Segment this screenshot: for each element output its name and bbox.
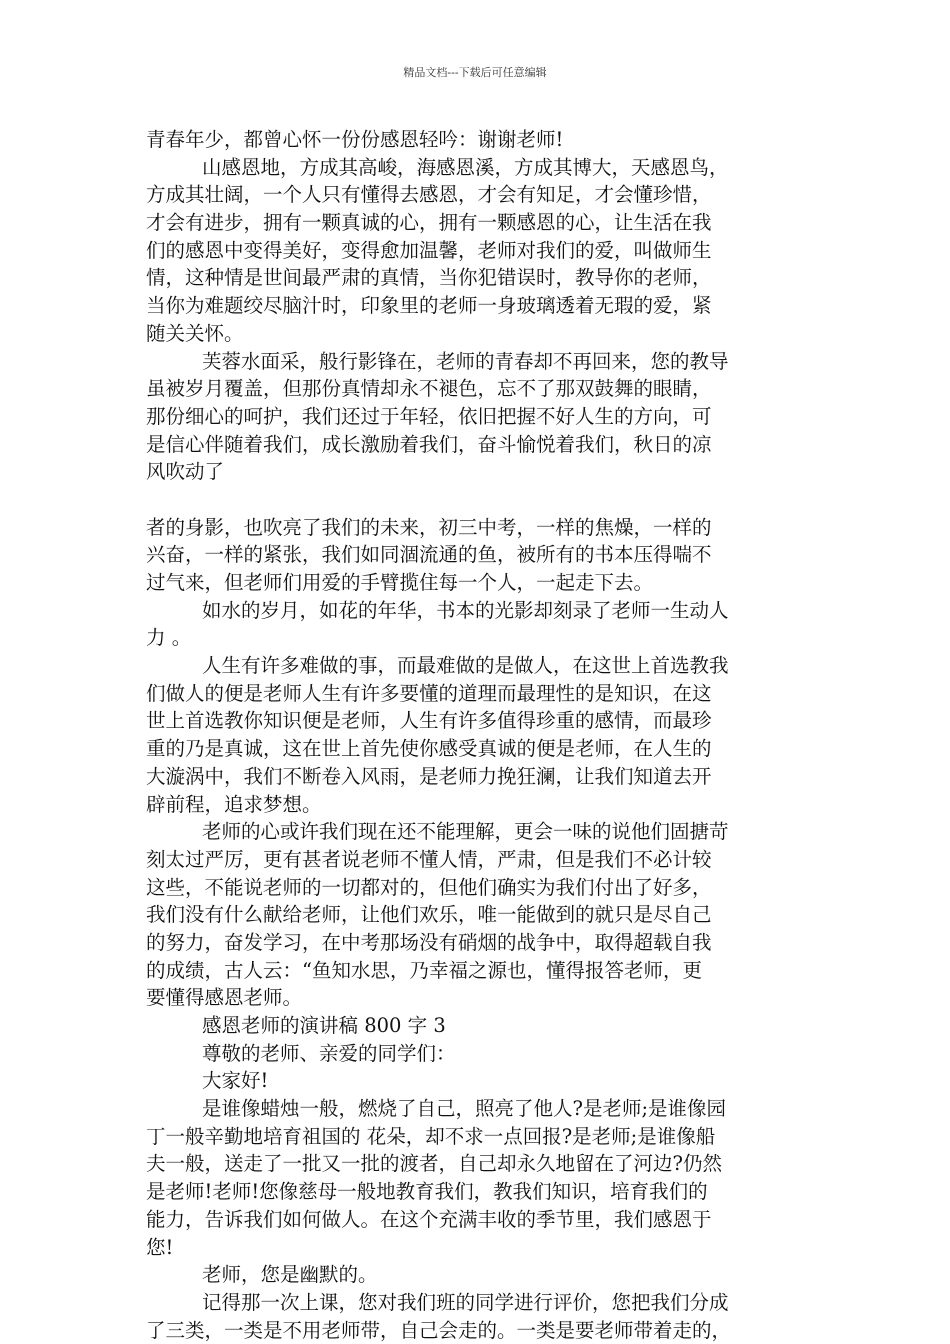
text-line: 是谁像蜡烛一般，燃烧了自己，照亮了他人?是老师;是谁像园 <box>202 1097 727 1121</box>
text-line: 们做人的便是老师人生有许多要懂的道理而最理性的是知识，在这 <box>146 681 712 705</box>
text-line: 虽被岁月覆盖，但那份真情却永不褪色，忘不了那双鼓舞的眼睛， <box>146 377 712 401</box>
text-line: 过气来，但老师们用爱的手臂揽住每一个人，一起走下去。 <box>146 571 654 594</box>
text-line: 兴奋，一样的紧张，我们如同涸流通的鱼，被所有的书本压得喘不 <box>146 543 712 567</box>
text-line: 刻太过严厉，更有甚者说老师不懂人情，严肃，但是我们不必计较 <box>146 847 712 871</box>
page-header: 精品文档---下载后可任意编辑 <box>403 66 547 79</box>
text-line: 才会有进步，拥有一颗真诚的心，拥有一颗感恩的心，让生活在我 <box>146 211 712 235</box>
text-line: 青春年少，都曾心怀一份份感恩轻吟：谢谢老师! <box>146 128 564 151</box>
text-line: 老师，您是幽默的。 <box>202 1263 378 1287</box>
text-line: 辟前程，追求梦想。 <box>146 792 322 816</box>
text-line: 们的感恩中变得美好，变得愈加温馨，老师对我们的爱，叫做师生 <box>146 238 712 262</box>
text-line: 您! <box>146 1235 174 1259</box>
text-line: 我们没有什么献给老师，让他们欢乐，唯一能做到的就只是尽自己 <box>146 903 712 927</box>
text-line: 的努力，奋发学习，在中考那场没有硝烟的战争中，取得超载自我 <box>146 930 712 954</box>
paragraph-gap <box>146 486 814 514</box>
text-line: 记得那一次上课，您对我们班的同学进行评价，您把我们分成 <box>202 1290 729 1314</box>
text-line: 世上首选教你知识便是老师，人生有许多值得珍重的感情，而最珍 <box>146 709 712 733</box>
text-line: 那份细心的呵护，我们还过于年轻，依旧把握不好人生的方向，可 <box>146 404 712 428</box>
text-line: 者的身影，也吹亮了我们的未来，初三中考，一样的焦燥，一样的 <box>146 515 712 539</box>
text-line: 方成其壮阔，一个人只有懂得去感恩，才会有知足，才会懂珍惜， <box>146 183 712 207</box>
text-line: 是信心伴随着我们，成长激励着我们，奋斗愉悦着我们，秋日的凉 <box>146 432 712 456</box>
text-line: 大家好! <box>202 1069 269 1093</box>
text-line: 情，这种情是世间最严肃的真情，当你犯错误时，教导你的老师， <box>146 266 712 290</box>
text-line: 了三类，一类是不用老师带，自己会走的。一类是要老师带着走的， <box>146 1318 732 1342</box>
text-line: 丁一般辛勤地培育祖国的 花朵，却不求一点回报?是老师;是谁像船 <box>146 1124 716 1148</box>
text-line: 人生有许多难做的事，而最难做的是做人，在这世上首选教我 <box>202 654 729 678</box>
text-line: 如水的岁月，如花的年华，书本的光影却刻录了老师一生动人 <box>202 598 729 622</box>
text-line: 能力，告诉我们如何做人。在这个充满丰收的季节里，我们感恩于 <box>146 1207 712 1231</box>
text-line: 风吹动了 <box>146 460 225 484</box>
text-line: 山感恩地，方成其高峻，海感恩溪，方成其博大，天感恩鸟， <box>202 155 729 179</box>
text-line: 芙蓉水面采，般行影锋在，老师的青春却不再回来，您的教导 <box>202 349 729 373</box>
text-line: 当你为难题绞尽脑汁时，印象里的老师一身玻璃透着无瑕的爱，紧 <box>146 294 712 318</box>
text-line: 夫一般，送走了一批又一批的渡者，自己却永久地留在了河边?仍然 <box>146 1152 722 1176</box>
text-line: 尊敬的老师、亲爱的同学们： <box>202 1041 456 1065</box>
text-line: 这些，不能说老师的一切都对的，但他们确实为我们付出了好多， <box>146 875 712 899</box>
document-body <box>146 126 814 1344</box>
text-line: 大漩涡中，我们不断卷入风雨，是老师力挽狂澜，让我们知道去开 <box>146 764 712 788</box>
text-line: 重的乃是真诚，这在世上首先使你感受真诚的便是老师，在人生的 <box>146 737 712 761</box>
text-line: 的成绩，古人云：“鱼知水思，乃幸福之源也，懂得报答老师，更 <box>146 958 702 982</box>
text-line: 力 。 <box>146 626 192 650</box>
text-line: 感恩老师的演讲稿 800 字 3 <box>202 1014 446 1037</box>
text-line: 是老师!老师!您像慈母一般地教育我们，教我们知识，培育我们的 <box>146 1180 708 1204</box>
text-line: 随关关怀。 <box>146 321 244 345</box>
text-line: 老师的心或许我们现在还不能理解，更会一味的说他们固搪苛 <box>202 820 729 844</box>
text-line: 要懂得感恩老师。 <box>146 986 303 1010</box>
